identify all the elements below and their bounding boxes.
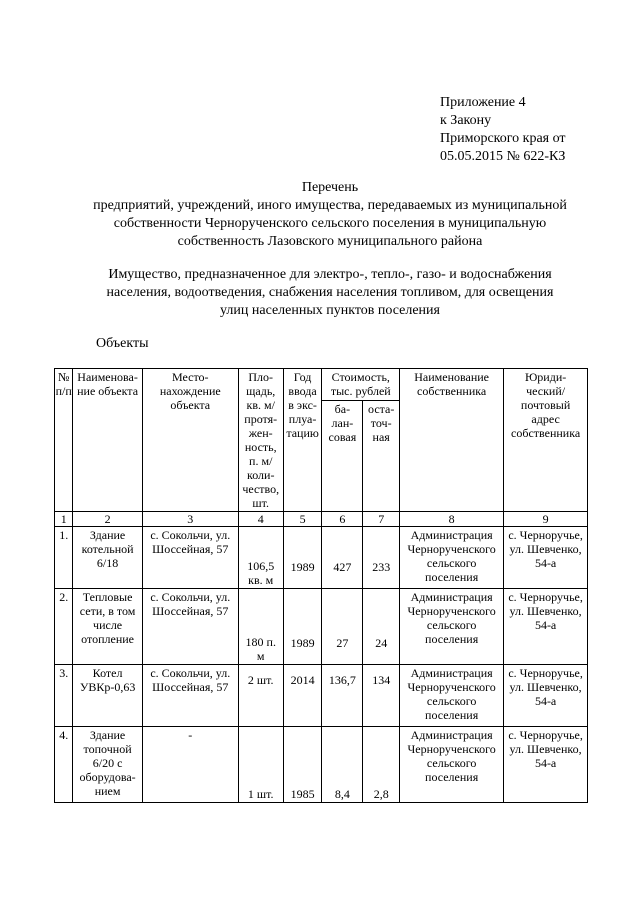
column-number: 3 [142, 512, 238, 527]
cell-address: с. Черноручье, ул. Шевченко, 54-а [504, 665, 588, 727]
header-location: Место-нахождение объекта [142, 369, 238, 512]
cell-balance: 8,4 [322, 727, 363, 803]
appendix-block [440, 94, 566, 166]
table-row [55, 589, 588, 665]
cell-balance: 136,7 [322, 665, 363, 727]
cell-owner: Администрация Чернорученского сельского поселения [400, 589, 504, 665]
appendix-line: Приморского края от [440, 131, 566, 146]
column-number: 4 [238, 512, 283, 527]
cell-balance: 27 [322, 589, 363, 665]
title-line: собственности Чернорученского сельского поселения в муниципальную [113, 216, 547, 231]
cell-residual: 233 [363, 527, 400, 589]
header-owner: Наименование собственника [400, 369, 504, 512]
header-cost: Стоимость, тыс. рублей [322, 369, 400, 401]
header-row [55, 369, 588, 401]
column-number: 5 [283, 512, 322, 527]
subtitle-line: населения, водоотведения, снабжения населения топливом, для освещения [106, 285, 554, 300]
cell-balance: 427 [322, 527, 363, 589]
column-number: 2 [73, 512, 142, 527]
column-number: 7 [363, 512, 400, 527]
objects-table [54, 368, 588, 803]
cell-residual: 134 [363, 665, 400, 727]
column-number: 1 [55, 512, 73, 527]
header-address: Юриди-ческий/ почтовый адрес собственника [504, 369, 588, 512]
header-num: № п/п [55, 369, 73, 512]
title-line: предприятий, учреждений, иного имущества, передаваемых из муниципальной [93, 198, 567, 213]
header-balance: ба-лан-совая [322, 401, 363, 512]
document-subtitle [40, 266, 620, 320]
table-row [55, 665, 588, 727]
cell-year: 1989 [283, 527, 322, 589]
header-residual: оста-точ-ная [363, 401, 400, 512]
cell-area: 106,5 кв. м [238, 527, 283, 589]
cell-year: 2014 [283, 665, 322, 727]
header-area: Пло-щадь, кв. м/ протя-жен-ность, п. м/ коли-чество, шт. [238, 369, 283, 512]
cell-name: Тепловые сети, в том числе отопление [73, 589, 142, 665]
column-number: 9 [504, 512, 588, 527]
cell-area: 180 п. м [238, 589, 283, 665]
cell-address: с. Черноручье, ул. Шевченко, 54-а [504, 589, 588, 665]
cell-area: 2 шт. [238, 665, 283, 727]
cell-location: - [142, 727, 238, 803]
header-year: Год ввода в экс-плуа-тацию [283, 369, 322, 512]
column-number: 6 [322, 512, 363, 527]
cell-year: 1985 [283, 727, 322, 803]
cell-num: 1. [55, 527, 73, 589]
cell-location: с. Сокольчи, ул. Шоссейная, 57 [142, 527, 238, 589]
cell-owner: Администрация Чернорученского сельского поселения [400, 727, 504, 803]
appendix-line: 05.05.2015 № 622-КЗ [440, 149, 566, 164]
section-heading: Объекты [96, 336, 149, 351]
table-row [55, 727, 588, 803]
cell-owner: Администрация Чернорученского сельского поселения [400, 665, 504, 727]
subtitle-line: улиц населенных пунктов поселения [220, 303, 440, 318]
appendix-line: Приложение 4 [440, 95, 526, 110]
table-row [55, 527, 588, 589]
column-number-row [55, 512, 588, 527]
cell-year: 1989 [283, 589, 322, 665]
appendix-line: к Закону [440, 113, 492, 128]
cell-address: с. Черноручье, ул. Шевченко, 54-а [504, 727, 588, 803]
cell-owner: Администрация Чернорученского сельского поселения [400, 527, 504, 589]
cell-num: 4. [55, 727, 73, 803]
cell-residual: 24 [363, 589, 400, 665]
cell-address: с. Черноручье, ул. Шевченко, 54-а [504, 527, 588, 589]
cell-area: 1 шт. [238, 727, 283, 803]
cell-name: Здание котельной 6/18 [73, 527, 142, 589]
title-line: собственность Лазовского муниципального района [177, 234, 483, 249]
title-line: Перечень [301, 180, 359, 195]
cell-name: Здание топочной 6/20 с оборудова-нием [73, 727, 142, 803]
cell-residual: 2,8 [363, 727, 400, 803]
header-name: Наименова-ние объекта [73, 369, 142, 512]
cell-location: с. Сокольчи, ул. Шоссейная, 57 [142, 589, 238, 665]
cell-location: с. Сокольчи, ул. Шоссейная, 57 [142, 665, 238, 727]
subtitle-line: Имущество, предназначенное для электро-, тепло-, газо- и водоснабжения [108, 267, 552, 282]
cell-num: 2. [55, 589, 73, 665]
document-title [40, 179, 620, 251]
cell-num: 3. [55, 665, 73, 727]
column-number: 8 [400, 512, 504, 527]
cell-name: Котел УВКр-0,63 [73, 665, 142, 727]
